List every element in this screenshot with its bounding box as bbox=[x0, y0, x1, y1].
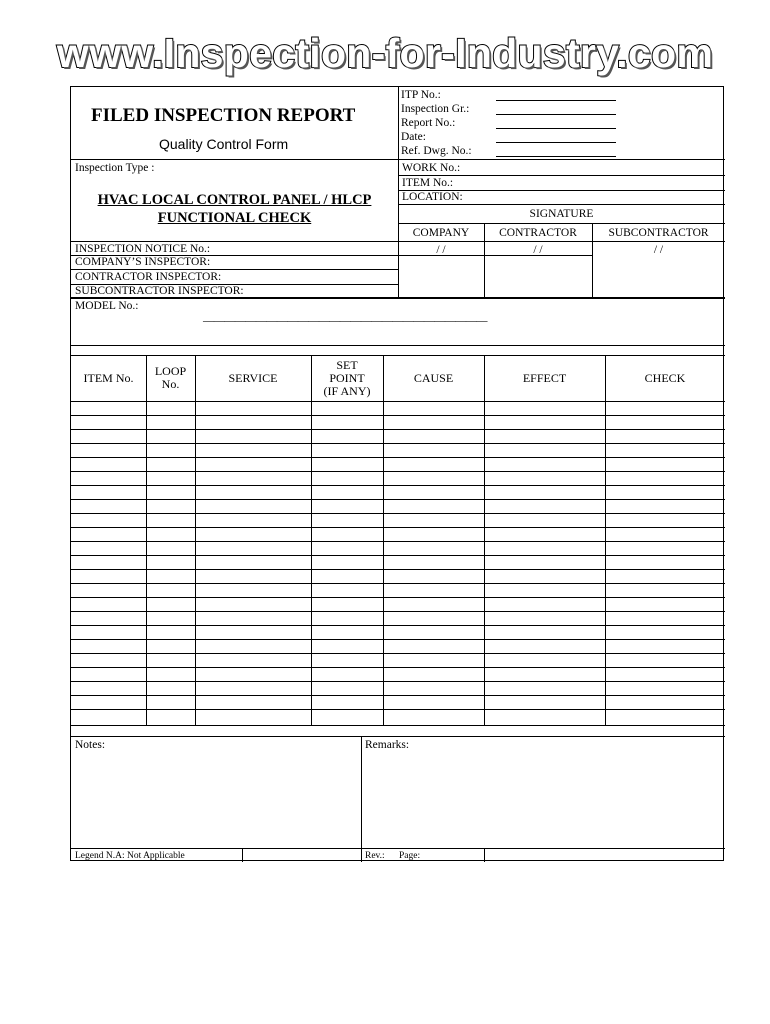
table-row[interactable] bbox=[71, 597, 725, 598]
table-row[interactable] bbox=[71, 583, 725, 584]
inspection-notice-label: INSPECTION NOTICE No.: bbox=[75, 243, 211, 255]
inspection-type-label: Inspection Type : bbox=[75, 162, 155, 174]
table-row[interactable] bbox=[71, 471, 725, 472]
table-row[interactable] bbox=[71, 415, 725, 416]
itp-no-label: ITP No.: bbox=[401, 89, 441, 101]
table-row[interactable] bbox=[71, 541, 725, 542]
remarks-label: Remarks: bbox=[365, 739, 410, 751]
col-loop-no-line-2: No. bbox=[161, 377, 180, 391]
col-loop-no bbox=[146, 355, 195, 401]
table-row[interactable] bbox=[71, 639, 725, 640]
page-label: Page: bbox=[399, 851, 421, 861]
table-row[interactable] bbox=[71, 625, 725, 626]
col-effect: EFFECT bbox=[522, 370, 567, 385]
table-row[interactable] bbox=[71, 611, 725, 612]
table-row[interactable] bbox=[71, 653, 725, 654]
item-no-label: ITEM No.: bbox=[402, 177, 454, 189]
table-row[interactable] bbox=[71, 667, 725, 668]
col-service: SERVICE bbox=[228, 370, 278, 385]
table-row[interactable] bbox=[71, 527, 725, 528]
table-row[interactable] bbox=[71, 695, 725, 696]
table-row[interactable] bbox=[71, 709, 725, 710]
model-no-line[interactable]: ——————————————————————————— bbox=[203, 315, 487, 327]
date-field[interactable] bbox=[496, 142, 616, 143]
date-label: Date: bbox=[401, 131, 426, 143]
col-loop-no-line-1: LOOP bbox=[154, 364, 187, 378]
report-no-label: Report No.: bbox=[401, 117, 456, 129]
table-row[interactable] bbox=[71, 457, 725, 458]
col-set-point-line-3: (IF ANY) bbox=[323, 383, 371, 398]
inspection-gr-field[interactable] bbox=[496, 114, 616, 115]
signature-contractor-date[interactable]: / / bbox=[533, 244, 543, 256]
form-subtitle: Quality Control Form bbox=[159, 136, 289, 152]
col-set-point-line-1: SET bbox=[336, 357, 358, 372]
model-no-label: MODEL No.: bbox=[75, 300, 139, 312]
signature-company-header: COMPANY bbox=[412, 227, 470, 239]
table-row[interactable] bbox=[71, 443, 725, 444]
check-title-line-1: HVAC LOCAL CONTROL PANEL / HLCP bbox=[97, 192, 372, 208]
form-title: FILED INSPECTION REPORT bbox=[91, 105, 356, 126]
signature-subcontractor-date[interactable]: / / bbox=[653, 244, 664, 256]
table-row[interactable] bbox=[71, 485, 725, 486]
rev-label: Rev.: bbox=[365, 851, 385, 861]
signature-subcontractor-header: SUBCONTRACTOR bbox=[608, 227, 709, 239]
signature-heading: SIGNATURE bbox=[529, 208, 594, 220]
notes-label: Notes: bbox=[75, 739, 106, 751]
legend-text: Legend N.A: Not Applicable bbox=[75, 851, 185, 861]
check-title-line-2: FUNCTIONAL CHECK bbox=[157, 210, 312, 226]
inspection-gr-label: Inspection Gr.: bbox=[401, 103, 470, 115]
ref-dwg-no-field[interactable] bbox=[496, 156, 616, 157]
col-item-no: ITEM No. bbox=[83, 370, 134, 385]
site-watermark: www.Inspection-for-Industry.com bbox=[56, 30, 714, 76]
table-row[interactable] bbox=[71, 569, 725, 570]
itp-no-field[interactable] bbox=[496, 100, 616, 101]
table-row[interactable] bbox=[71, 555, 725, 556]
signature-contractor-header: CONTRACTOR bbox=[499, 227, 577, 239]
col-set-point bbox=[311, 355, 383, 401]
col-check: CHECK bbox=[644, 370, 686, 385]
inspection-form bbox=[70, 86, 724, 861]
location-label: LOCATION: bbox=[402, 191, 463, 203]
contractor-inspector-label: CONTRACTOR INSPECTOR: bbox=[75, 271, 222, 283]
report-no-field[interactable] bbox=[496, 128, 616, 129]
check-title bbox=[71, 191, 398, 227]
table-row[interactable] bbox=[71, 681, 725, 682]
table-row[interactable] bbox=[71, 499, 725, 500]
work-no-label: WORK No.: bbox=[402, 162, 461, 174]
table-row[interactable] bbox=[71, 429, 725, 430]
subcontractor-inspector-label: SUBCONTRACTOR INSPECTOR: bbox=[75, 285, 244, 297]
company-inspector-label: COMPANY’S INSPECTOR: bbox=[75, 256, 211, 268]
signature-company-date[interactable]: / / bbox=[436, 244, 446, 256]
table-row[interactable] bbox=[71, 401, 725, 402]
col-cause: CAUSE bbox=[413, 370, 454, 385]
table-row[interactable] bbox=[71, 513, 725, 514]
ref-dwg-no-label: Ref. Dwg. No.: bbox=[401, 145, 472, 157]
col-set-point-line-2: POINT bbox=[329, 370, 365, 385]
